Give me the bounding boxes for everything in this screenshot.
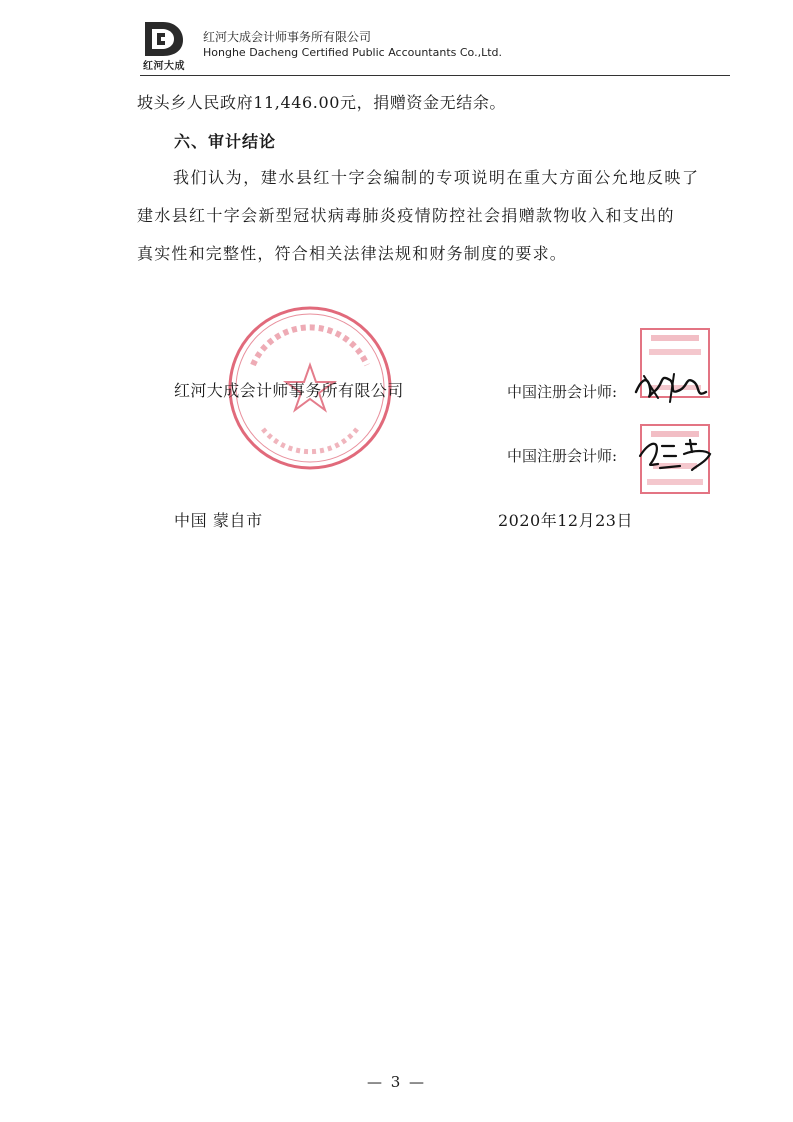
document-location: 中国 蒙自市 [174,511,263,530]
cpa-label-2: 中国注册会计师: [507,447,618,465]
cpa-label-1: 中国注册会计师: [507,383,618,401]
conclusion-line-2: 建水县红十字会新型冠状病毒肺炎疫情防控社会捐赠款物收入和支出的 [137,206,675,225]
body-line-continuation: 坡头乡人民政府11,446.00元，捐赠资金无结余。 [137,93,507,112]
header-divider [140,75,730,76]
handwritten-signature-2 [636,436,718,474]
conclusion-line-1: 我们认为，建水县红十字会编制的专项说明在重大方面公允地反映了 [173,168,700,187]
firm-signature-name: 红河大成会计师事务所有限公司 [174,381,404,400]
document-header [0,0,793,80]
handwritten-signature-1 [630,368,710,406]
firm-name-cn: 红河大成会计师事务所有限公司 [203,30,372,44]
page-number: — 3 — [366,1073,427,1091]
logo-text: 红河大成 [143,61,185,72]
firm-name-en: Honghe Dacheng Certified Public Accountants Co.,Ltd. [203,46,503,59]
section-heading: 六、审计结论 [174,132,277,151]
conclusion-line-3: 真实性和完整性，符合相关法律法规和财务制度的要求。 [137,244,568,263]
document-date: 2020年12月23日 [498,511,633,530]
